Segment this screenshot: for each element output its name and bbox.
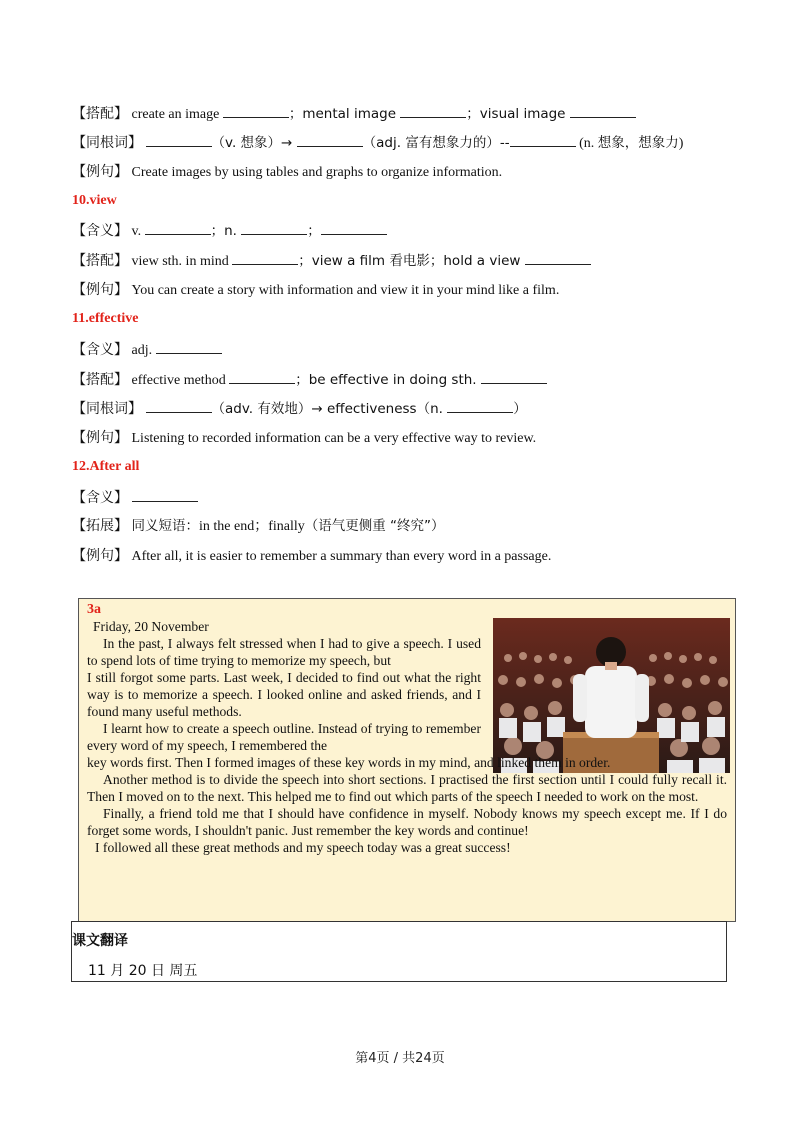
paragraph: In the past, I always felt stressed when I had to give a speech. I used to spend lots of time trying to memorize my speech, but: [87, 636, 481, 668]
fill-blank[interactable]: [229, 369, 295, 384]
fill-blank[interactable]: [481, 369, 547, 384]
paragraph: I still forgot some parts. Last week, I decided to find out what the right way is to memorize a speech. I looked online and asked friends, and I found many useful methods.: [87, 670, 481, 719]
fill-blank[interactable]: [510, 132, 576, 147]
tag-label: 【例句】: [72, 164, 128, 180]
page-number: 第4页 / 共24页: [355, 1051, 445, 1066]
fill-blank[interactable]: [145, 220, 211, 235]
collocation-image: 【搭配】 create an image ；mental image ；visual image: [72, 103, 740, 125]
root-words-effective: 【同根词】 （adv. 有效地）→ effectiveness（n. ）: [72, 398, 740, 420]
translation-box: [71, 921, 727, 982]
root-words-image: 【同根词】 （v. 想象）→ （adj. 富有想象力的）-- (n. 想象，想象力): [72, 132, 740, 154]
passage-text: [87, 601, 727, 856]
fill-blank[interactable]: [400, 103, 466, 118]
section-heading-view: 10.view: [72, 193, 117, 208]
paragraph: Finally, a friend told me that I should have confidence in myself. Nobody knows my speech except me. If I do forget some words, I shouldn't panic. Just remember the key words and continue!: [87, 806, 727, 838]
extension-after-all: 【拓展】 同义短语：in the end；finally（语气更侧重 “终究”）: [72, 518, 445, 534]
fill-blank[interactable]: [447, 398, 513, 413]
meaning-after-all: 【含义】: [72, 487, 740, 509]
example-image: 【例句】 Create images by using tables and graphs to organize information.: [72, 164, 503, 180]
fill-blank[interactable]: [297, 132, 363, 147]
fill-blank[interactable]: [525, 250, 591, 265]
fill-blank[interactable]: [223, 103, 289, 118]
fill-blank[interactable]: [146, 398, 212, 413]
paragraph: I learnt how to create a speech outline. Instead of trying to remember every word of my speech, I remembered the: [87, 721, 481, 753]
section-heading-after-all: 12.After all: [72, 459, 140, 474]
collocation-effective: 【搭配】 effective method ；be effective in doing sth.: [72, 369, 740, 391]
example-after-all: 【例句】 After all, it is easier to remember a summary than every word in a passage.: [72, 548, 552, 564]
collocation-view: 【搭配】 view sth. in mind ；view a film 看电影；hold a view: [72, 250, 740, 272]
reading-passage-3a: [78, 598, 736, 922]
paragraph: key words first. Then I formed images of these key words in my mind, and linked them in order.: [87, 755, 611, 770]
exercise-label: 3a: [87, 602, 101, 617]
translation-date: 11 月 20 日 周五: [88, 963, 198, 979]
diary-date: Friday, 20 November: [93, 619, 209, 634]
fill-blank[interactable]: [232, 250, 298, 265]
example-effective: 【例句】 Listening to recorded information can be a very effective way to review.: [72, 430, 537, 446]
meaning-effective: 【含义】 adj.: [72, 339, 740, 361]
meaning-view: 【含义】 v. ；n. ；: [72, 220, 740, 242]
example-view: 【例句】 You can create a story with information and view it in your mind like a film.: [72, 282, 560, 298]
fill-blank[interactable]: [570, 103, 636, 118]
tag-label: 【同根词】: [72, 135, 142, 151]
paragraph: I followed all these great methods and my speech today was a great success!: [95, 840, 511, 855]
fill-blank[interactable]: [241, 220, 307, 235]
tag-label: 【搭配】: [72, 106, 128, 122]
fill-blank[interactable]: [156, 339, 222, 354]
fill-blank[interactable]: [132, 487, 198, 502]
section-heading-effective: 11.effective: [72, 311, 139, 326]
paragraph: Another method is to divide the speech into short sections. I practised the first section until I could fully recall it. Then I moved on to the next. This helped me to find out which parts of the speech I needed to work on the most.: [87, 772, 727, 804]
fill-blank[interactable]: [321, 220, 387, 235]
fill-blank[interactable]: [146, 132, 212, 147]
translation-title: 课文翻译: [72, 933, 128, 949]
